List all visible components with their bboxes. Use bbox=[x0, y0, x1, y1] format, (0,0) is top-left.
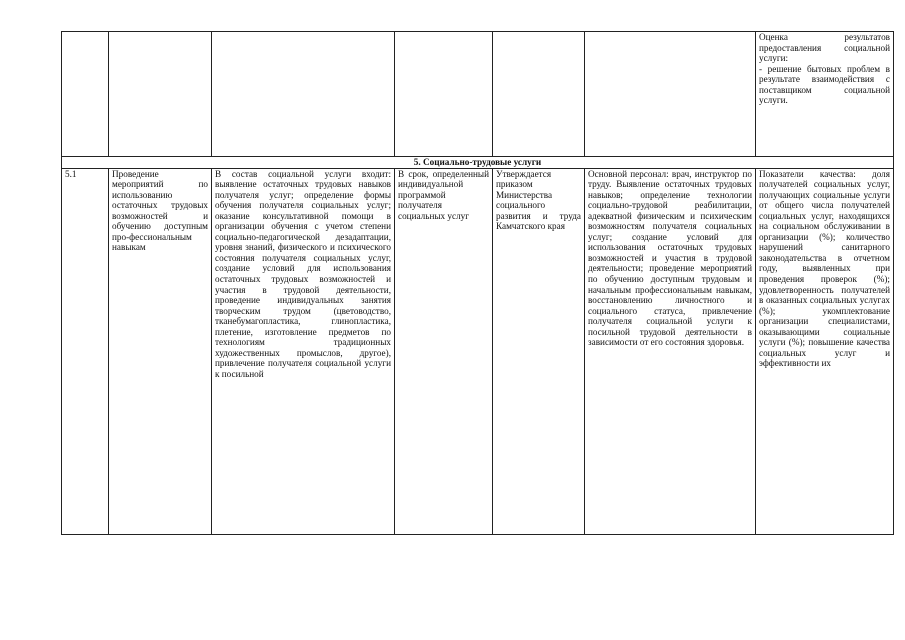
standards-table bbox=[61, 31, 894, 535]
cell-empty-5 bbox=[493, 32, 585, 157]
cell-evaluation-results: Оценка результатов предоставления социальной услуги: - решение бытовых проблем в результате взаимодействия с поставщиком социальной услуги. bbox=[756, 32, 894, 157]
cell-empty-6 bbox=[585, 32, 756, 157]
cell-conditions: Основной персонал: врач, инструктор по труду. Выявление остаточных трудовых навыков; определение технологии социально-трудовой реабилитации, адекватной физическим и психическим возможностям получателя социальных услуг; создание условий для использования остаточных трудовых возможностей и участия в трудовой деятельности; проведение мероприятий по обучению доступным трудовым и начальным профессиональным навыкам, восстановлению личностного и социального статуса, привлечение получателя социальной услуги к посильной трудовой деятельности в зависимости от его состояния здоровья. bbox=[585, 168, 756, 534]
cell-empty-2 bbox=[109, 32, 212, 157]
table-row-5-1 bbox=[62, 168, 894, 534]
section-heading: 5. Социально-трудовые услуги bbox=[62, 157, 894, 169]
cell-empty-1 bbox=[62, 32, 109, 157]
cell-number: 5.1 bbox=[62, 168, 109, 534]
cell-term: В срок, определенный индивидуальной программой получателя социальных услуг bbox=[395, 168, 493, 534]
cell-service-content: В состав социальной услуги входит: выявление остаточных трудовых навыков получателя услуг; определение формы обучения получателя социальных услуг; оказание консультативной помощи в организации обучения с учетом степени социально-педагогической дезадаптации, уровня знаний, физического и психического состояния получателя социальных услуг, создание условий для использования остаточных трудовых возможностей и участия в трудовой деятельности, проведение индивидуальных занятия творческим трудом (цветоводство, тканебумагопластика, глинопластика, плетение, изготовление предметов по технологиям традиционных художественных промыслов, другое), привлечение получателя социальной услуги к посильной bbox=[212, 168, 395, 534]
cell-quality-indicators: Показатели качества: доля получателей социальных услуг, получающих социальные услуги от общего числа получателей социальных услуг, находящихся на социальном обслуживании в организации (%); количество нарушений санитарного законодательства в отчетном году, выявленных при проведения проверок (%); удовлетворенность получателей в оказанных социальных услугах (%); укомплектование организации специалистами, оказывающими социальные услуги (%); повышение качества социальных услуг и эффективности их bbox=[756, 168, 894, 534]
cell-empty-3 bbox=[212, 32, 395, 157]
table-row-continued bbox=[62, 32, 894, 157]
cell-service-name: Проведение мероприятий по использованию остаточных трудовых возможностей и обучению доступным про-фессиональным навыкам bbox=[109, 168, 212, 534]
section-heading-row bbox=[62, 157, 894, 169]
cell-empty-4 bbox=[395, 32, 493, 157]
cell-tariff: Утверждается приказом Министерства социального развития и труда Камчатского края bbox=[493, 168, 585, 534]
